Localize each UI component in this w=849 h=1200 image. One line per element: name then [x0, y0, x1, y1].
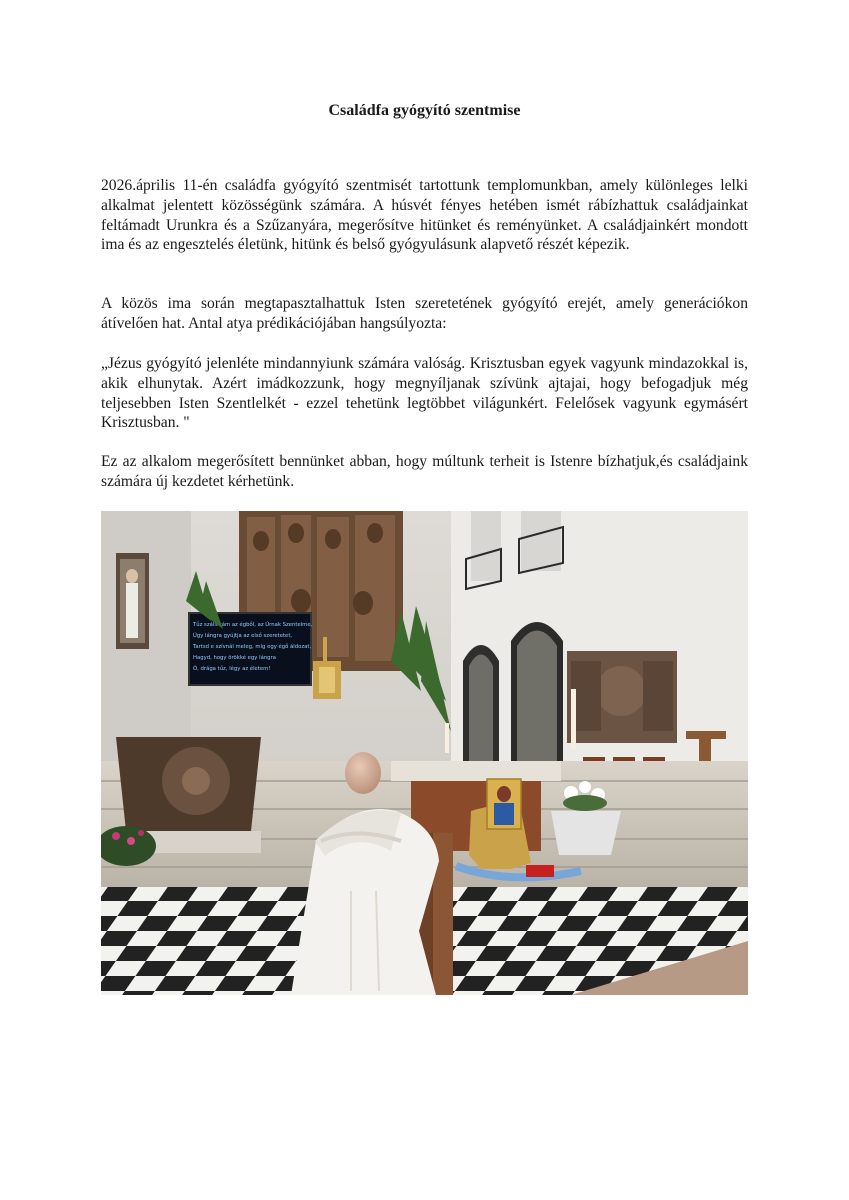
screen-line-4: Hagyd, hogy örökké egy lángra	[193, 655, 276, 661]
church-interior-photo	[101, 511, 748, 995]
paragraph-closing: Ez az alkalom megerősített bennünket abban, hogy múltunk terheit is Istenre bízhatjuk,és családjaink számára új kezdetet kérhetünk.	[101, 453, 748, 490]
document-title: Családfa gyógyító szentmise	[328, 102, 521, 119]
altar-cloth	[391, 761, 561, 781]
red-box	[526, 865, 554, 877]
screen-line-5: Ó, drága tűz, légy az életem!	[193, 666, 271, 672]
paragraph-prayer: A közös ima során megtapasztalhattuk Isten szeretetének gyógyító erejét, amely generációkon átívelően hat. Antal atya prédikációjában hangsúlyozta:	[101, 295, 748, 332]
church-photo-illustration	[101, 511, 748, 995]
screen-line-3: Tartsd e szívnál meleg, míg egy égő áldozat,	[193, 644, 312, 650]
priest-head	[345, 752, 381, 794]
screen-line-1: Tűz szállt rám az égből, az Úrnak Szentelme,	[193, 622, 313, 628]
paragraph-intro: 2026.április 11-én családfa gyógyító szentmisét tartottunk templomunkban, amely különleges lelki alkalmat jelentett közösségünk számára. A húsvét fényes hetében ismét rábízhattuk családjainkat feltámadt Urunkra és a Szűzanyára, megerősítve hitünket és reményünket. A családjainkért mondott ima és az engesztelés életünk, hitünk és belső gyógyulásunk alapvető részét képezik.	[101, 177, 748, 254]
paragraph-quote: „Jézus gyógyító jelenléte mindannyiunk számára valóság. Krisztusban egyek vagyunk mindazokkal is, akik elhunytak. Azért imádkozzunk, hogy megnyíljanak szívünk ajtajai, hogy befogadjuk még teljesebben Isten Szentlelkét - ezzel tehetünk legtöbbet világunkért. Felelősek vagyunk egymásért Krisztusban. "	[101, 355, 748, 432]
screen-line-2: Úgy lángra gyújtja az első szeretetet,	[193, 633, 293, 639]
